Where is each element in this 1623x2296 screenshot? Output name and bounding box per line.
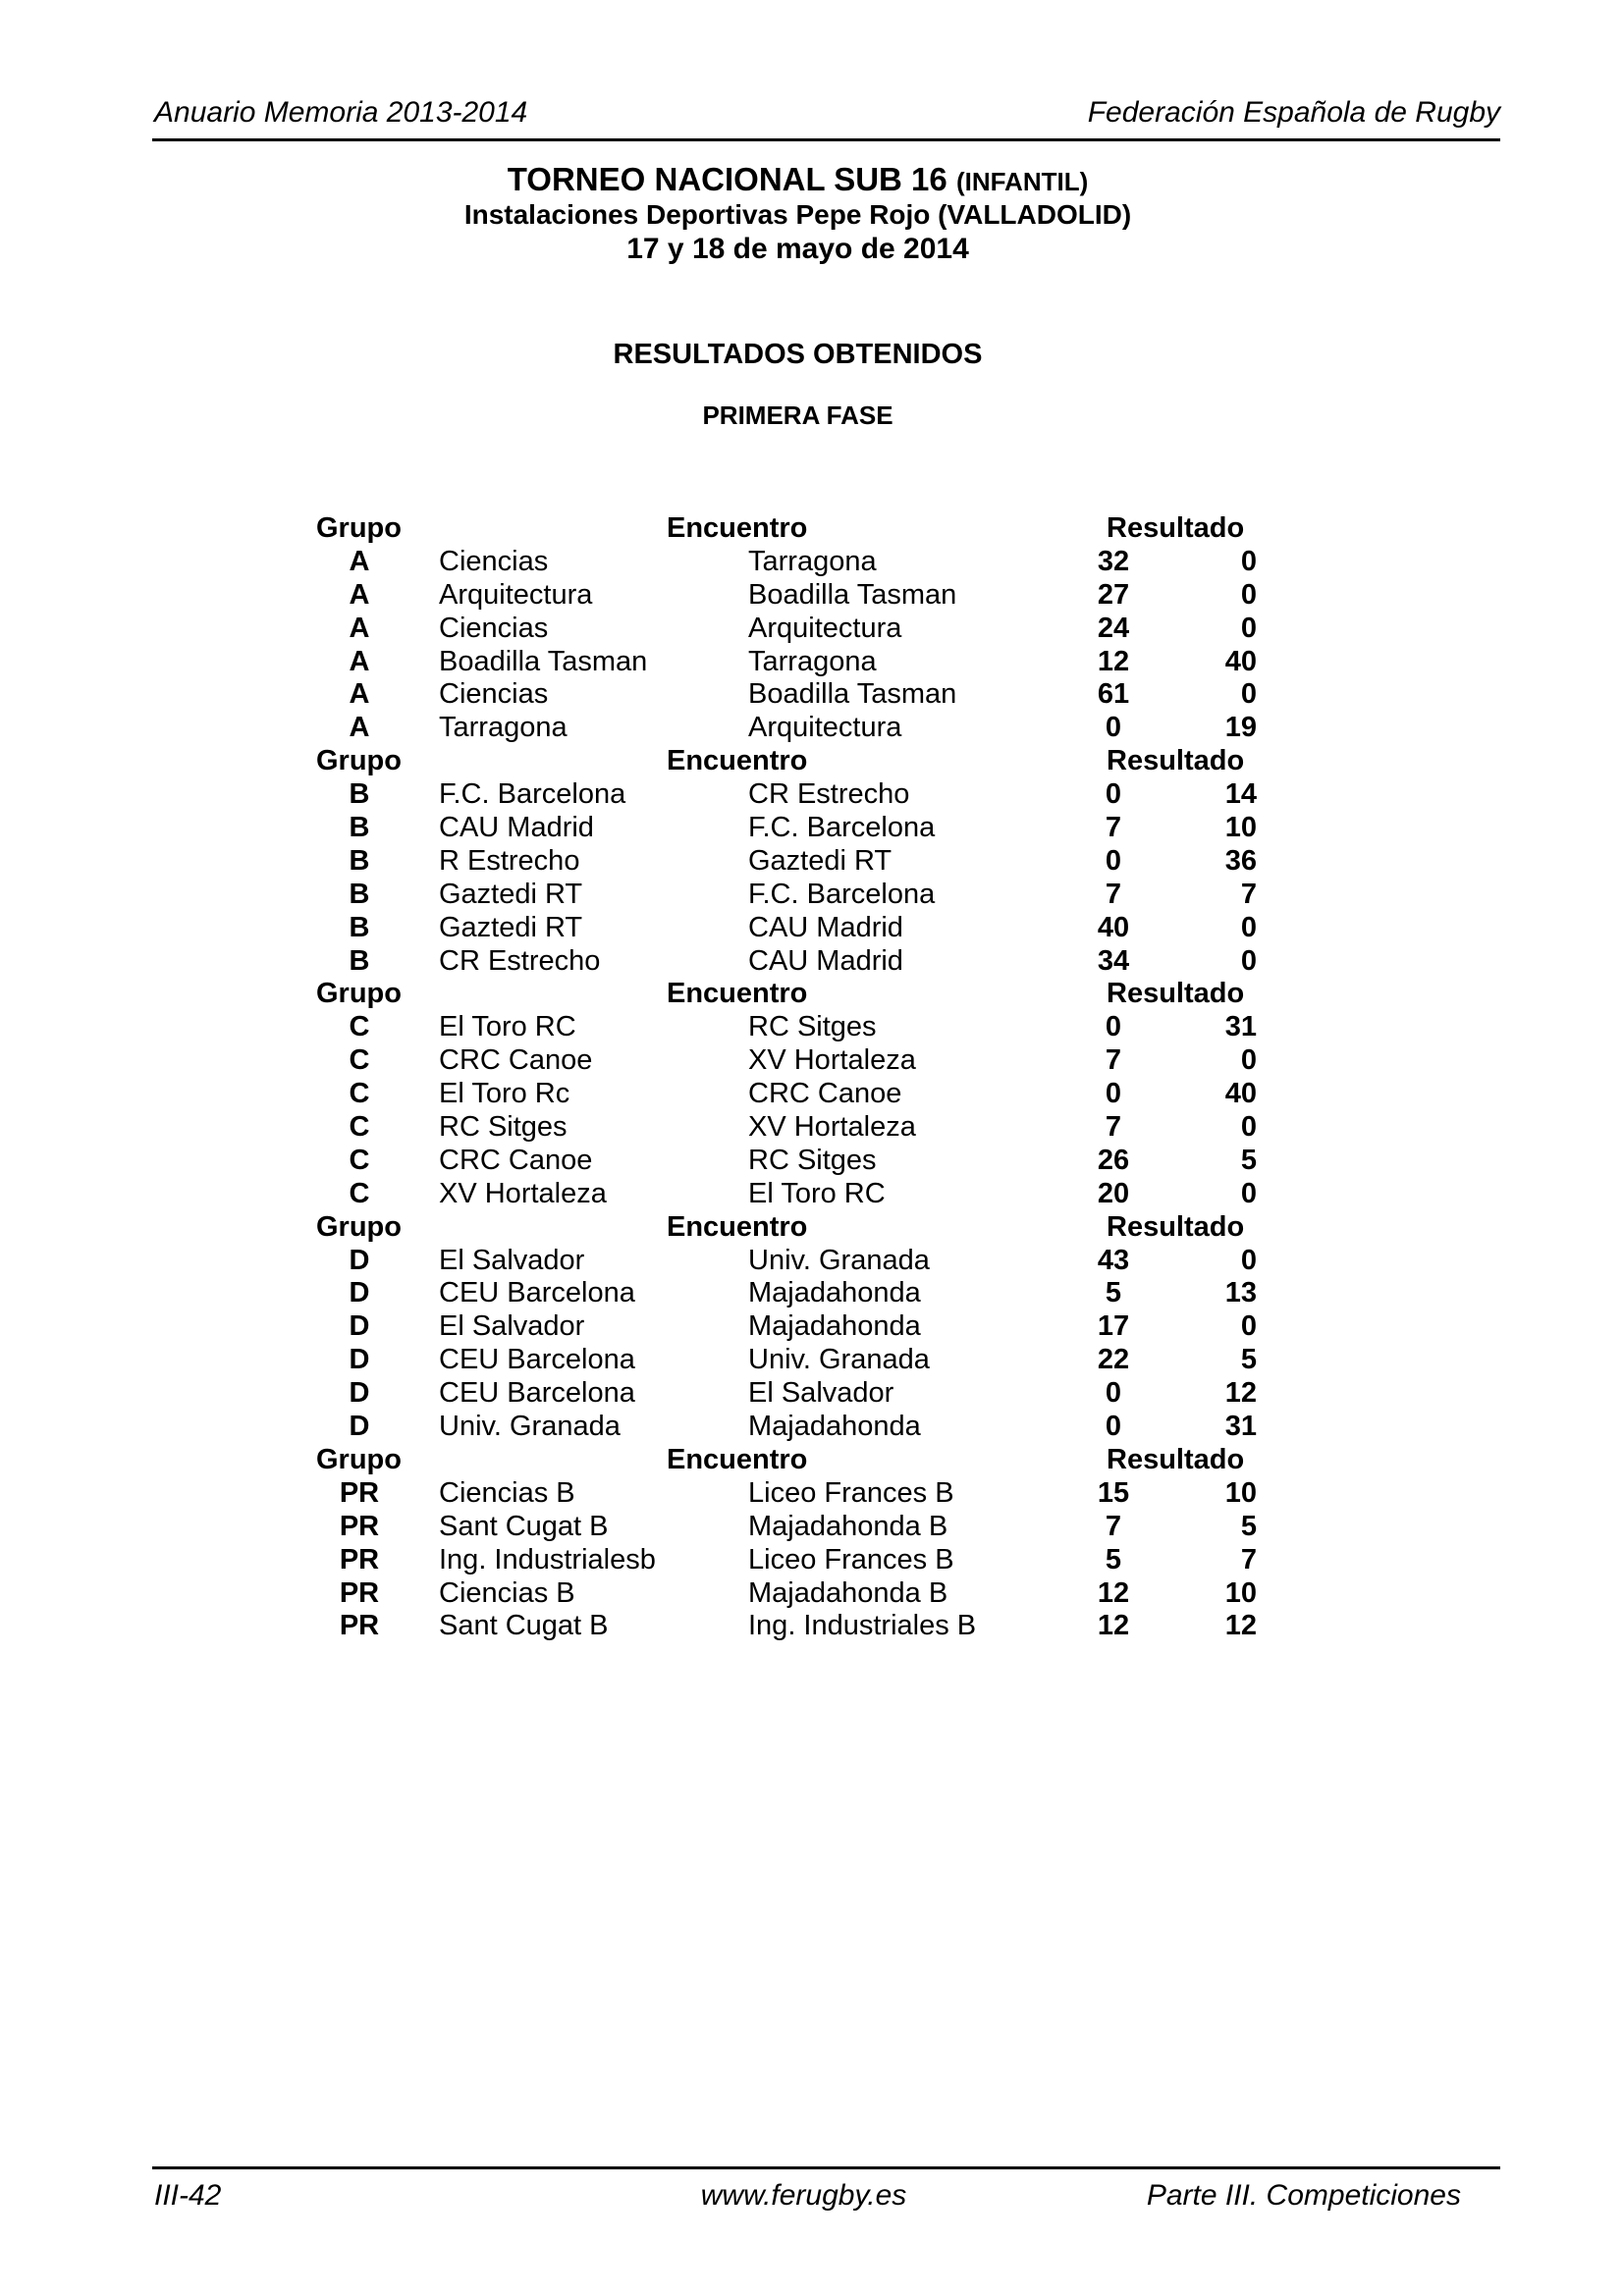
away-score: 12 (1224, 1377, 1257, 1410)
away-score: 5 (1240, 1144, 1257, 1176)
home-score: 22 (1097, 1344, 1130, 1376)
away-team: Univ. Granada (748, 1244, 930, 1276)
home-team: F.C. Barcelona (439, 778, 626, 811)
column-header-result: Resultado (1107, 978, 1245, 1010)
table-row (0, 845, 1623, 879)
table-row (0, 912, 1623, 945)
away-score: 40 (1224, 1078, 1257, 1110)
home-score: 7 (1105, 1111, 1122, 1144)
group-label: B (349, 812, 370, 844)
column-header-match: Encuentro (667, 1443, 808, 1475)
group-label: A (349, 612, 370, 644)
away-score: 5 (1240, 1510, 1257, 1542)
home-score: 7 (1105, 812, 1122, 844)
yearbook-title: Anuario Memoria 2013-2014 (154, 96, 528, 129)
tournament-category: (INFANTIL) (955, 167, 1089, 196)
table-row (0, 812, 1623, 845)
home-team: CEU Barcelona (439, 1377, 635, 1410)
group-label: PR (339, 1476, 380, 1509)
away-score: 7 (1240, 1543, 1257, 1575)
group-label: C (349, 1144, 370, 1176)
away-score: 10 (1224, 1576, 1257, 1609)
away-team: CRC Canoe (748, 1078, 902, 1110)
group-label: A (349, 545, 370, 577)
table-row (0, 1377, 1623, 1411)
away-score: 0 (1240, 1310, 1257, 1343)
away-team: RC Sitges (748, 1144, 877, 1176)
home-team: Sant Cugat B (439, 1510, 609, 1542)
table-row (0, 1245, 1623, 1278)
header-divider (152, 138, 1500, 141)
group-label: PR (339, 1610, 380, 1642)
table-row (0, 1145, 1623, 1178)
away-team: Boadilla Tasman (748, 678, 957, 711)
home-score: 5 (1105, 1277, 1122, 1309)
table-row (0, 778, 1623, 812)
home-score: 0 (1105, 778, 1122, 811)
table-header-row (0, 1444, 1623, 1477)
home-team: Boadilla Tasman (439, 645, 648, 677)
away-team: Arquitectura (748, 612, 902, 644)
group-label: C (349, 1044, 370, 1077)
home-team: El Salvador (439, 1244, 585, 1276)
away-score: 0 (1240, 578, 1257, 611)
group-label: B (349, 778, 370, 811)
home-team: Ciencias B (439, 1476, 575, 1509)
group-label: B (349, 911, 370, 943)
away-score: 10 (1224, 812, 1257, 844)
home-score: 0 (1105, 844, 1122, 877)
column-header-group: Grupo (316, 978, 402, 1010)
home-score: 24 (1097, 612, 1130, 644)
home-team: Ing. Industrialesb (439, 1543, 656, 1575)
away-score: 0 (1240, 944, 1257, 977)
away-score: 0 (1240, 1044, 1257, 1077)
home-team: XV Hortaleza (439, 1177, 607, 1209)
home-score: 0 (1105, 1411, 1122, 1443)
away-team: Boadilla Tasman (748, 578, 957, 611)
home-score: 34 (1097, 944, 1130, 977)
table-row (0, 1277, 1623, 1310)
home-team: CEU Barcelona (439, 1277, 635, 1309)
away-team: Majadahonda (748, 1310, 921, 1343)
home-team: Gaztedi RT (439, 878, 583, 910)
results-table (0, 512, 1623, 1643)
home-score: 12 (1097, 645, 1130, 677)
column-header-match: Encuentro (667, 1210, 808, 1243)
table-row (0, 1111, 1623, 1145)
table-header-row (0, 978, 1623, 1011)
table-row (0, 546, 1623, 579)
group-label: PR (339, 1576, 380, 1609)
home-team: El Toro Rc (439, 1078, 570, 1110)
website-link[interactable]: www.ferugby.es (700, 2179, 907, 2212)
group-label: D (349, 1310, 370, 1343)
home-score: 40 (1097, 911, 1130, 943)
group-label: A (349, 578, 370, 611)
away-team: El Toro RC (748, 1177, 886, 1209)
tournament-venue: Instalaciones Deportivas Pepe Rojo (VALLADOLID) (463, 199, 1132, 230)
table-row (0, 1511, 1623, 1544)
table-header-row (0, 1211, 1623, 1245)
away-team: F.C. Barcelona (748, 812, 936, 844)
away-team: XV Hortaleza (748, 1111, 916, 1144)
table-row (0, 613, 1623, 646)
home-score: 0 (1105, 1078, 1122, 1110)
column-header-result: Resultado (1107, 512, 1245, 544)
group-label: A (349, 678, 370, 711)
table-row (0, 945, 1623, 979)
table-row (0, 646, 1623, 679)
away-team: El Salvador (748, 1377, 894, 1410)
federation-name: Federación Española de Rugby (1087, 96, 1500, 129)
group-label: B (349, 844, 370, 877)
away-score: 0 (1240, 1244, 1257, 1276)
table-row (0, 1310, 1623, 1344)
column-header-group: Grupo (316, 512, 402, 544)
home-team: CRC Canoe (439, 1144, 593, 1176)
away-team: Ing. Industriales B (748, 1610, 977, 1642)
tournament-title-main: TORNEO NACIONAL SUB 16 (507, 161, 956, 197)
footer-section: Parte III. Competiciones (1146, 2179, 1461, 2212)
home-team: Univ. Granada (439, 1411, 621, 1443)
away-team: F.C. Barcelona (748, 878, 936, 910)
table-row (0, 1044, 1623, 1078)
away-score: 5 (1240, 1344, 1257, 1376)
table-row (0, 712, 1623, 745)
home-score: 0 (1105, 712, 1122, 744)
away-team: Liceo Frances B (748, 1476, 954, 1509)
home-team: CAU Madrid (439, 812, 594, 844)
home-team: Tarragona (439, 712, 568, 744)
column-header-match: Encuentro (667, 978, 808, 1010)
table-header-row (0, 512, 1623, 546)
table-row (0, 1411, 1623, 1444)
away-score: 14 (1224, 778, 1257, 811)
home-score: 7 (1105, 1044, 1122, 1077)
away-team: Majadahonda (748, 1411, 921, 1443)
table-row (0, 1078, 1623, 1111)
home-score: 5 (1105, 1543, 1122, 1575)
away-score: 0 (1240, 1177, 1257, 1209)
away-score: 0 (1240, 678, 1257, 711)
away-team: CAU Madrid (748, 944, 903, 977)
home-score: 32 (1097, 545, 1130, 577)
away-team: Univ. Granada (748, 1344, 930, 1376)
home-team: Sant Cugat B (439, 1610, 609, 1642)
home-team: Ciencias B (439, 1576, 575, 1609)
home-score: 0 (1105, 1011, 1122, 1043)
away-team: Tarragona (748, 545, 877, 577)
away-team: Majadahonda B (748, 1576, 948, 1609)
away-score: 36 (1224, 844, 1257, 877)
column-header-match: Encuentro (667, 745, 808, 777)
home-score: 27 (1097, 578, 1130, 611)
group-label: C (349, 1011, 370, 1043)
column-header-group: Grupo (316, 745, 402, 777)
away-team: CR Estrecho (748, 778, 910, 811)
home-team: CEU Barcelona (439, 1344, 635, 1376)
group-label: D (349, 1377, 370, 1410)
away-team: Tarragona (748, 645, 877, 677)
home-team: Ciencias (439, 678, 549, 711)
group-label: D (349, 1277, 370, 1309)
table-row (0, 1178, 1623, 1211)
group-label: PR (339, 1510, 380, 1542)
away-team: Arquitectura (748, 712, 902, 744)
away-team: XV Hortaleza (748, 1044, 916, 1077)
away-score: 40 (1224, 645, 1257, 677)
home-score: 0 (1105, 1377, 1122, 1410)
away-score: 13 (1224, 1277, 1257, 1309)
table-row (0, 879, 1623, 912)
group-label: B (349, 944, 370, 977)
away-team: CAU Madrid (748, 911, 903, 943)
group-label: D (349, 1411, 370, 1443)
away-score: 0 (1240, 612, 1257, 644)
table-row (0, 1011, 1623, 1044)
home-score: 43 (1097, 1244, 1130, 1276)
table-row (0, 1577, 1623, 1611)
away-team: Liceo Frances B (748, 1543, 954, 1575)
home-team: RC Sitges (439, 1111, 568, 1144)
table-row (0, 1344, 1623, 1377)
table-row (0, 579, 1623, 613)
table-row (0, 1477, 1623, 1511)
home-team: Ciencias (439, 612, 549, 644)
table-row (0, 1610, 1623, 1643)
group-label: D (349, 1244, 370, 1276)
home-team: Ciencias (439, 545, 549, 577)
away-score: 19 (1224, 712, 1257, 744)
home-team: El Salvador (439, 1310, 585, 1343)
away-score: 0 (1240, 1111, 1257, 1144)
home-team: Arquitectura (439, 578, 593, 611)
group-label: D (349, 1344, 370, 1376)
tournament-title (0, 161, 1596, 198)
away-score: 31 (1224, 1011, 1257, 1043)
away-score: 0 (1240, 911, 1257, 943)
phase-heading: PRIMERA FASE (702, 400, 893, 430)
column-header-result: Resultado (1107, 1443, 1245, 1475)
column-header-match: Encuentro (667, 512, 808, 544)
home-score: 61 (1097, 678, 1130, 711)
home-team: CRC Canoe (439, 1044, 593, 1077)
home-score: 7 (1105, 878, 1122, 910)
away-score: 7 (1240, 878, 1257, 910)
home-team: CR Estrecho (439, 944, 601, 977)
column-header-result: Resultado (1107, 745, 1245, 777)
tournament-date: 17 y 18 de mayo de 2014 (626, 233, 969, 265)
footer-divider (152, 2166, 1500, 2169)
home-score: 7 (1105, 1510, 1122, 1542)
group-label: C (349, 1177, 370, 1209)
column-header-result: Resultado (1107, 1210, 1245, 1243)
home-team: R Estrecho (439, 844, 580, 877)
column-header-group: Grupo (316, 1443, 402, 1475)
group-label: A (349, 712, 370, 744)
group-label: B (349, 878, 370, 910)
table-row (0, 1544, 1623, 1577)
away-score: 0 (1240, 545, 1257, 577)
home-score: 15 (1097, 1476, 1130, 1509)
group-label: PR (339, 1543, 380, 1575)
group-label: C (349, 1078, 370, 1110)
home-score: 20 (1097, 1177, 1130, 1209)
away-team: Gaztedi RT (748, 844, 893, 877)
home-score: 26 (1097, 1144, 1130, 1176)
away-team: Majadahonda B (748, 1510, 948, 1542)
group-label: A (349, 645, 370, 677)
home-team: Gaztedi RT (439, 911, 583, 943)
home-score: 17 (1097, 1310, 1130, 1343)
home-team: El Toro RC (439, 1011, 576, 1043)
away-score: 10 (1224, 1476, 1257, 1509)
away-score: 12 (1224, 1610, 1257, 1642)
away-score: 31 (1224, 1411, 1257, 1443)
away-team: Majadahonda (748, 1277, 921, 1309)
table-header-row (0, 745, 1623, 778)
away-team: RC Sitges (748, 1011, 877, 1043)
table-row (0, 678, 1623, 712)
group-label: C (349, 1111, 370, 1144)
column-header-group: Grupo (316, 1210, 402, 1243)
section-heading: RESULTADOS OBTENIDOS (613, 339, 983, 370)
home-score: 12 (1097, 1576, 1130, 1609)
home-score: 12 (1097, 1610, 1130, 1642)
page-number: III-42 (154, 2179, 222, 2212)
